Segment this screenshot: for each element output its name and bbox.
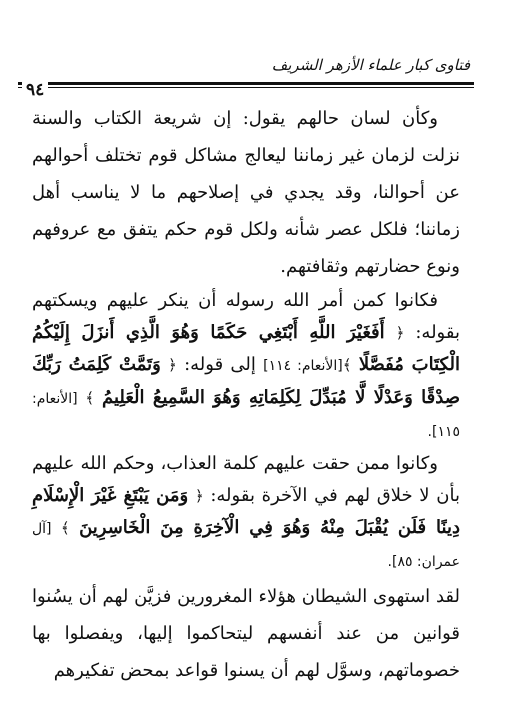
running-header xyxy=(18,48,474,88)
verse-citation-3: [آل عمران: ٨٥]. xyxy=(32,521,460,570)
paragraph-1: وكأن لسان حالهم يقول: إن شريعة الكتاب والسنة نزلت لزمان غير زماننا ليعالج مشاكل قوم تختلف أحوالهم عن أحوالنا، وقد يجدي في إصلاحهم ما لا يناسب أهل زماننا؛ فلكل عصر شأنه ولكل قوم حكم يتفق مع عروفهم ونوع حضارتهم وثقافتهم. xyxy=(32,108,460,277)
verse-bracket-open: ﴿ xyxy=(168,356,177,374)
verse-bracket-open: ﴿ xyxy=(194,487,204,505)
header-rule-thin xyxy=(18,87,474,88)
header-rule xyxy=(18,82,474,85)
quran-verse-3: وَمَن يَبْتَغِ غَيْرَ الْإِسْلَامِ دِينًا فَلَن يُقْبَلَ مِنْهُ وَهُوَ فِي الْآخِرَةِ مِنَ الْخَاسِرِينَ xyxy=(32,485,460,538)
paragraph-3 xyxy=(32,448,460,578)
body-text xyxy=(32,100,460,689)
header-title: فتاوى كبار علماء الأزهر الشريف xyxy=(271,56,470,74)
verse-bracket-close: ﴾ xyxy=(60,519,70,537)
quran-verse-2: وَتَمَّتْ كَلِمَتُ رَبِّكَ صِدْقًا وَعَدْلًا لَّا مُبَدِّلَ لِكَلِمَاتِهِ وَهُوَ السَّمِيعُ الْعَلِيمُ xyxy=(32,354,460,408)
paragraph-3-intro: وكانوا ممن حقت عليهم كلمة العذاب، وحكم الله عليهم بأن لا خلاق لهم في الآخرة بقوله: xyxy=(32,453,460,506)
verse-citation-1: [الأنعام: ١١٤] xyxy=(263,358,343,374)
paragraph-2-intro: فكانوا كمن أمر الله رسوله أن ينكر عليهم ويسكتهم بقوله: xyxy=(32,290,460,343)
paragraph-4: لقد استهوى الشيطان هؤلاء المغرورين فزيَّن لهم أن يسُنوا قوانين من عند أنفسهم ليتحاكموا إليها، ويفصلوا بها خصوماتهم، وسوَّل لهم أن يسنوا قواعد بمحض تفكيرهم xyxy=(32,586,460,681)
quran-verse-1: أَفَغَيْرَ اللَّهِ أَبْتَغِي حَكَمًا وَهُوَ الَّذِي أَنزَلَ إِلَيْكُمُ الْكِتَابَ مُفَصَّلًا xyxy=(32,322,460,375)
verse-citation-2: [الأنعام: ١١٥]. xyxy=(32,391,460,440)
verse-bracket-close: ﴾ xyxy=(85,389,95,407)
verse-bracket-close: ﴾ xyxy=(342,356,352,374)
page-number: ٩٤ xyxy=(22,80,48,100)
verse-bracket-open: ﴿ xyxy=(395,324,405,342)
connector-text: إلى قوله: xyxy=(184,354,256,375)
paragraph-2 xyxy=(32,285,460,448)
